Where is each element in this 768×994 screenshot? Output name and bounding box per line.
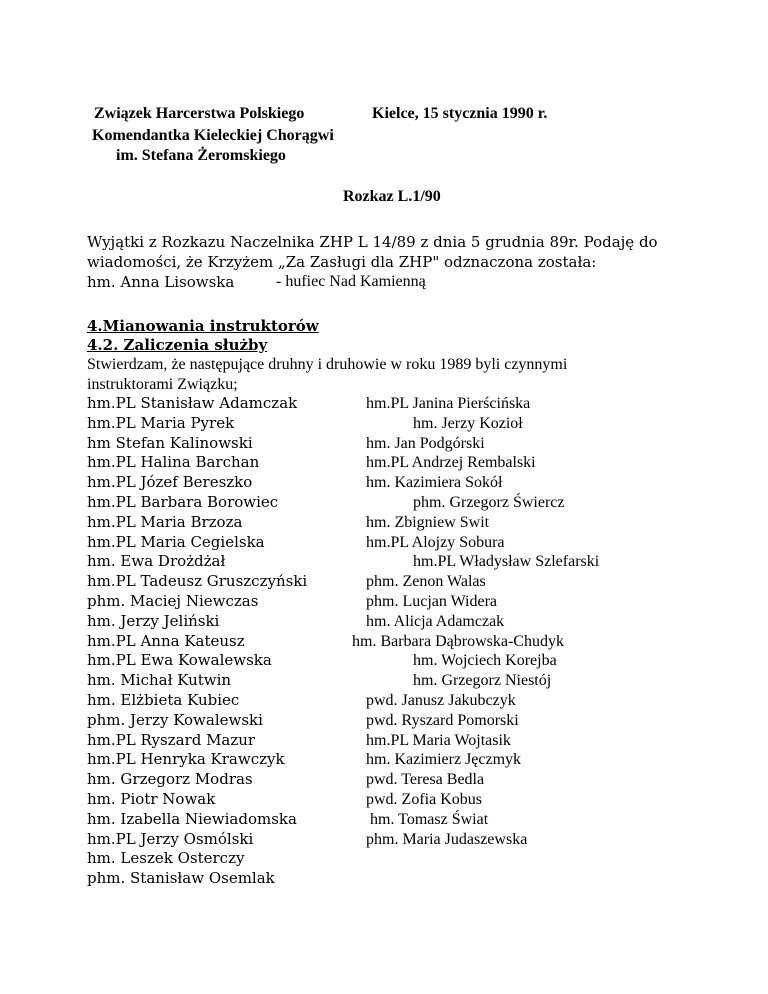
list-item: hm. Tomasz Świat [366,810,489,828]
subsection-heading: 4.2. Zaliczenia służby [87,336,268,354]
list-item: hm. Michał Kutwin [87,671,232,690]
statement-line-1: Stwierdzam, że następujące druhny i druhowie w roku 1989 byli czynnymi [87,356,568,373]
list-item: hm. Grzegorz Modras [87,770,253,789]
list-item: pwd. Janusz Jakubczyk [366,691,516,709]
list-item: hm.PL Maria Wojtasik [366,731,511,749]
list-item: hm.PL Ryszard Mazur [87,730,256,749]
list-item: hm.PL Jerzy Osmólski [87,829,254,848]
list-item: hm. Kazimiera Sokół [366,474,503,492]
org-patron: im. Stefana Żeromskiego [116,147,286,164]
list-item: pwd. Zofia Kobus [366,790,482,808]
list-item: phm. Lucjan Widera [366,592,498,610]
place-date: Kielce, 15 stycznia 1990 r. [372,105,548,122]
list-item: phm. Stanisław Osemlak [87,869,275,888]
list-item: hm. Piotr Nowak [87,789,216,808]
list-item: hm.PL Maria Brzoza [87,512,243,531]
list-item: hm.PL Maria Pyrek [87,413,235,432]
list-item: hm. Izabella Niewiadomska [87,809,297,828]
list-item: hm.PL Anna Kateusz [87,631,245,650]
list-item: hm.PL Stanisław Adamczak [87,394,298,412]
list-item: hm.PL Barbara Borowiec [87,492,279,511]
list-item: hm Stefan Kalinowski [87,433,253,452]
list-item: phm. Jerzy Kowalewski [87,710,263,729]
list-item: hm. Jan Podgórski [366,434,485,452]
list-item: hm.PL Ewa Kowalewska [87,651,272,670]
list-item: phm. Maria Judaszewska [366,830,528,848]
list-item: hm. Grzegorz Niestój [413,672,552,690]
list-item: pwd. Teresa Bedla [366,771,485,789]
statement-line-2: instruktorami Związku; [87,376,238,393]
list-item: phm. Maciej Niewczas [87,591,259,610]
list-item: hm. Barbara Dąbrowska-Chudyk [352,632,564,650]
instructors-list-right [0,394,768,849]
list-item: hm. Leszek Osterczy [87,849,245,868]
list-item: phm. Zenon Walas [366,573,486,591]
list-item: hm.PL Janina Pierścińska [366,395,531,412]
list-item: hm.PL Władysław Szlefarski [413,553,600,571]
intro-line-2: wiadomości, że Krzyżem „Za Zasługi dla ZHP" odznaczona została: [87,253,597,271]
org-name: Związek Harcerstwa Polskiego [94,105,305,122]
list-item: hm.PL Alojzy Sobura [366,533,505,551]
list-item: hm. Jerzy Jeliński [87,611,220,630]
intro-line-1: Wyjątki z Rozkazu Naczelnika ZHP L 14/89 z dnia 5 grudnia 89r. Podaję do [87,233,658,251]
order-title: Rozkaz L.1/90 [343,188,441,205]
list-item: hm. Ewa Drożdżał [87,552,226,571]
list-item: hm. Alicja Adamczak [366,612,505,630]
list-item: hm.PL Tadeusz Gruszczyński [87,572,308,591]
list-item: hm.PL Józef Bereszko [87,473,253,492]
org-division: Komendantka Kieleckiej Chorągwi [92,127,334,144]
list-item: phm. Grzegorz Świercz [413,493,565,511]
award-recipient: hm. Anna Lisowska [87,273,235,291]
list-item: hm.PL Halina Barchan [87,453,260,472]
list-item: hm. Elżbieta Kubiec [87,690,240,709]
list-item: hm.PL Andrzej Rembalski [366,454,536,472]
section-heading: 4.Mianowania instruktorów [87,317,319,335]
list-item: hm. Kazimierz Jęczmyk [366,751,522,769]
list-item: hm. Wojciech Korejba [413,652,557,670]
list-item: pwd. Ryszard Pomorski [366,711,519,729]
list-item: hm.PL Henryka Krawczyk [87,750,285,769]
list-item: hm. Zbigniew Swit [366,513,490,531]
list-item: hm. Jerzy Kozioł [413,414,523,432]
list-item: hm.PL Maria Cegielska [87,532,265,551]
award-unit: - hufiec Nad Kamienną [276,273,426,290]
